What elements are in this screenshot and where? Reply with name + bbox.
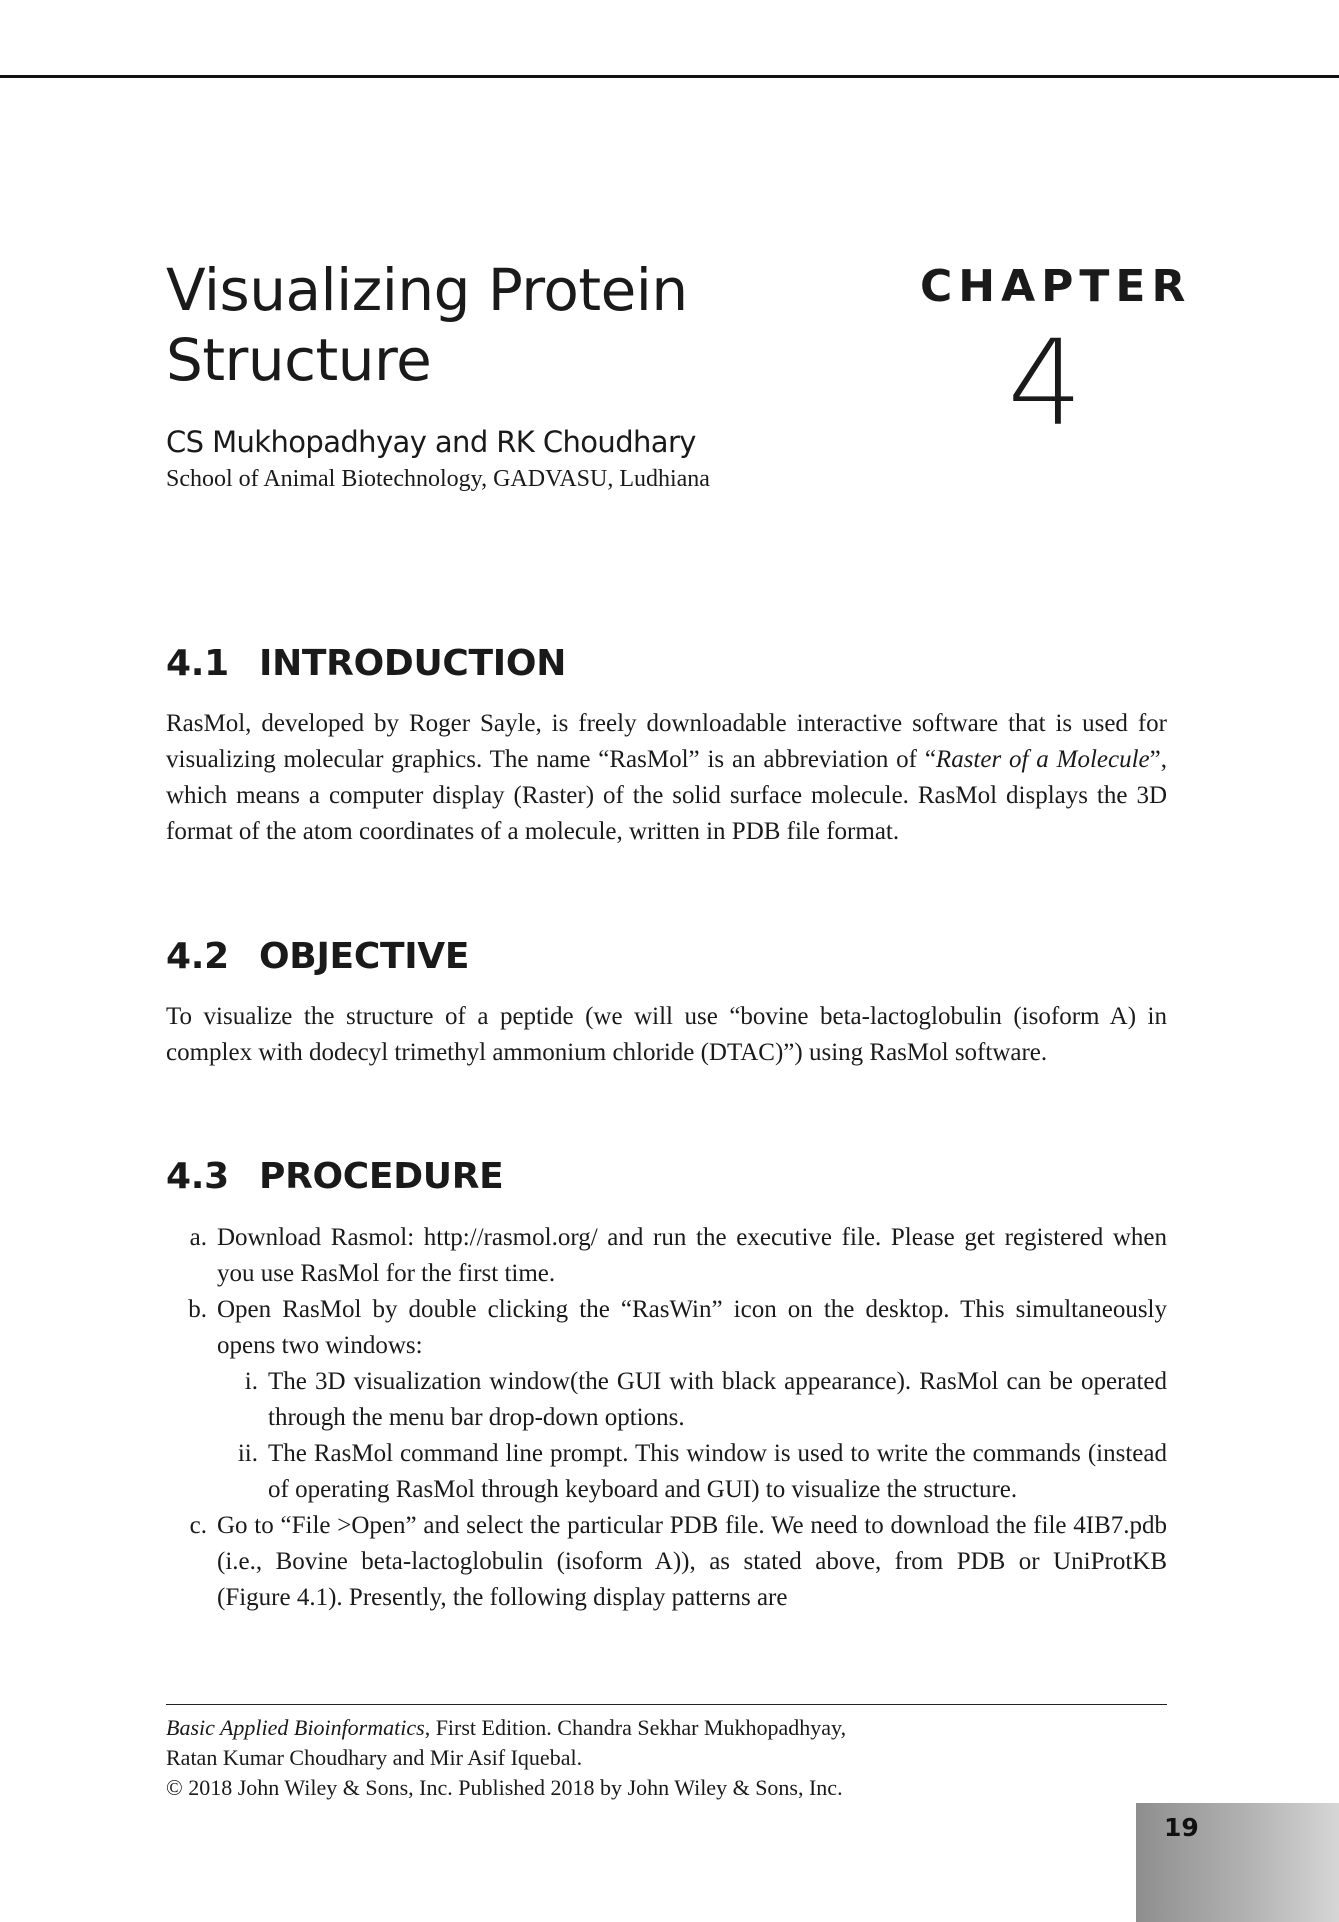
procedure-list (166, 1220, 1167, 1616)
list-item-label: a. (189, 1224, 207, 1251)
page-number: 19 (1164, 1813, 1199, 1842)
section-number: 4.2 (166, 936, 229, 977)
chapter-title (166, 255, 786, 395)
footer-line-3: © 2018 John Wiley & Sons, Inc. Published 2018 by John Wiley & Sons, Inc. (166, 1775, 843, 1800)
chapter-title-line-1: Visualizing Protein (166, 256, 688, 324)
footer-line-2: Ratan Kumar Choudhary and Mir Asif Iquebal. (166, 1745, 583, 1770)
section-number: 4.1 (166, 643, 229, 684)
section-title: PROCEDURE (259, 1156, 504, 1197)
section-heading-objective (166, 935, 469, 979)
objective-paragraph: To visualize the structure of a peptide (we will use “bovine beta-lactoglobulin (isoform A) in complex with dodecyl trimethyl ammonium chloride (DTAC)”) using RasMol software. (166, 1003, 1167, 1066)
list-item-text: Go to “File >Open” and select the particular PDB file. We need to download the file 4IB7.pdb (i.e., Bovine beta-lactoglobulin (isoform A)), as stated above, from PDB or UniProtKB (Figure 4.1). Presently, the following display patterns are (217, 1512, 1167, 1611)
footer-citation (166, 1713, 846, 1803)
list-item (166, 1508, 1167, 1616)
sub-list-item (166, 1364, 1167, 1436)
section-number: 4.3 (166, 1156, 229, 1197)
section-title: OBJECTIVE (259, 936, 470, 977)
top-rule (0, 75, 1339, 78)
intro-italic-term: Raster of a Molecule (935, 746, 1150, 773)
footer-line-1-rest: , First Edition. Chandra Sekhar Mukhopadhyay, (424, 1715, 847, 1740)
list-item-label: b. (188, 1296, 207, 1323)
sub-list-item-label: i. (244, 1368, 258, 1395)
chapter-affiliation: School of Animal Biotechnology, GADVASU, Ludhiana (166, 466, 710, 492)
intro-text-1: RasMol, developed by Roger Sayle, is freely downloadable interactive software that is used for visualizing molecular graphics. The name “RasMol” is an abbreviation of “ (166, 710, 1167, 773)
sub-list-item-label: ii. (237, 1440, 258, 1467)
list-item (166, 1220, 1167, 1292)
section-title: INTRODUCTION (259, 643, 567, 684)
list-item-text: Download Rasmol: http://rasmol.org/ and run the executive file. Please get registered when you use RasMol for the first time. (217, 1224, 1167, 1287)
section-heading-procedure (166, 1155, 503, 1199)
footer-rule (166, 1704, 1167, 1705)
sub-list-item-text: The RasMol command line prompt. This window is used to write the commands (instead of operating RasMol through keyboard and GUI) to visualize the structure. (268, 1440, 1167, 1503)
intro-text-2: ”, which means a computer display (Raster) of the solid surface molecule. RasMol displays the 3D format of the atom coordinates of a molecule, written in PDB file format. (166, 746, 1167, 845)
book-title: Basic Applied Bioinformatics (166, 1715, 425, 1740)
chapter-title-line-2: Structure (166, 326, 432, 394)
list-item (166, 1292, 1167, 1364)
chapter-label: CHAPTER (920, 261, 1192, 312)
list-item-label: c. (189, 1512, 207, 1539)
page-number-tab (1136, 1803, 1339, 1922)
sub-list-item-text: The 3D visualization window(the GUI with black appearance). RasMol can be operated through the menu bar drop-down options. (268, 1368, 1167, 1431)
section-heading-introduction (166, 642, 566, 686)
chapter-number: 4 (1007, 314, 1083, 452)
footer-line-1 (166, 1713, 846, 1743)
list-item-text: Open RasMol by double clicking the “RasWin” icon on the desktop. This simultaneously opens two windows: (217, 1296, 1167, 1359)
introduction-paragraph (166, 706, 1167, 850)
sub-list-item (166, 1436, 1167, 1508)
chapter-authors: CS Mukhopadhyay and RK Choudhary (166, 425, 696, 459)
